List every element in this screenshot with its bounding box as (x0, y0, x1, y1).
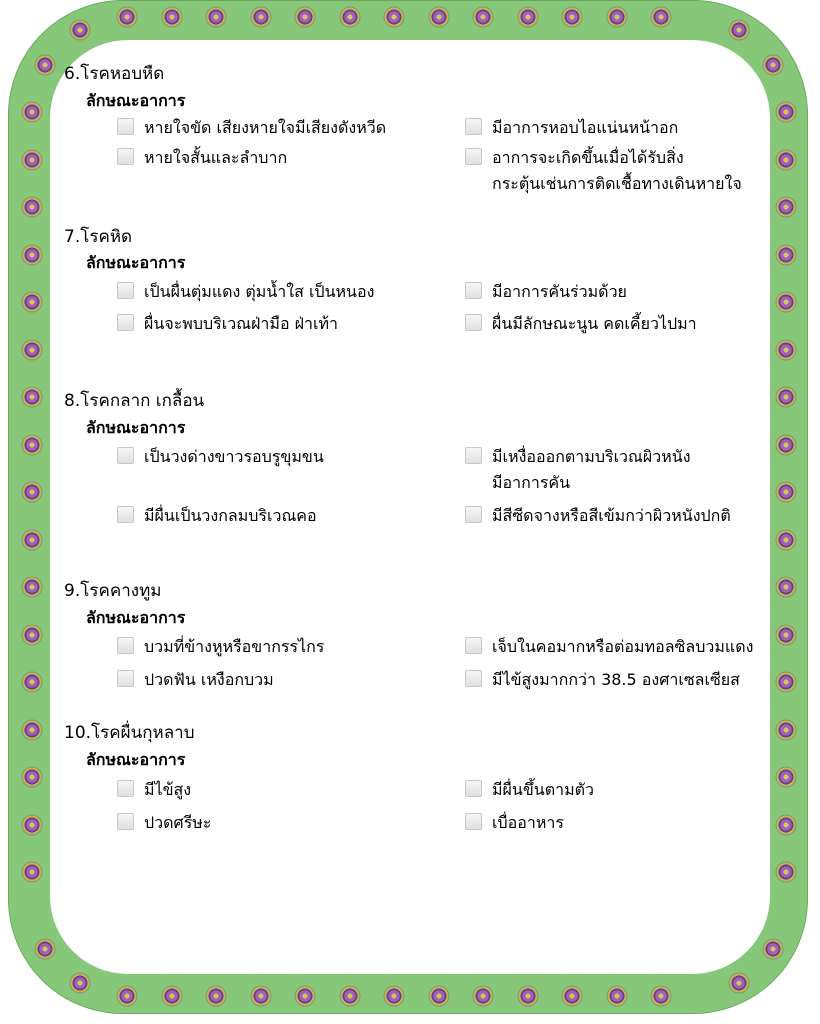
symptom-option[interactable] (117, 667, 274, 693)
symptom-option[interactable] (117, 634, 324, 660)
checkbox-icon[interactable] (117, 314, 134, 331)
symptom-option[interactable] (465, 503, 731, 529)
symptom-option[interactable] (465, 115, 678, 141)
checkbox-icon[interactable] (465, 118, 482, 135)
option-label: มีผื่นเป็นวงกลมบริเวณคอ (144, 506, 317, 525)
symptom-option[interactable] (465, 444, 691, 496)
symptom-option[interactable] (465, 311, 697, 337)
checkbox-icon[interactable] (117, 118, 134, 135)
option-label: เบื่ออาหาร (492, 813, 564, 832)
option-label: หายใจขัด เสียงหายใจมีเสียงดังหวีด (144, 118, 387, 137)
checkbox-icon[interactable] (465, 813, 482, 830)
checkbox-icon[interactable] (465, 670, 482, 687)
section-title-roseola: 10.โรคผื่นกุหลาบ (64, 723, 195, 743)
option-label: มีสีซีดจางหรือสีเข้มกว่าผิวหนังปกติ (492, 506, 731, 525)
symptom-option[interactable] (117, 311, 338, 337)
symptom-option[interactable] (117, 145, 287, 171)
symptom-option[interactable] (465, 279, 627, 305)
section-subtitle: ลักษณะอาการ (86, 608, 186, 627)
symptom-option[interactable] (117, 115, 386, 141)
section-title-ringworm: 8.โรคกลาก เกลื้อน (64, 391, 205, 411)
option-label: เป็นวงด่างขาวรอบรูขุมขน (144, 447, 324, 466)
checkbox-icon[interactable] (117, 506, 134, 523)
checkbox-icon[interactable] (465, 780, 482, 797)
option-label: ปวดศรีษะ (144, 813, 212, 832)
option-label: มีอาการคันร่วมด้วย (492, 282, 627, 301)
checkbox-icon[interactable] (117, 447, 134, 464)
section-subtitle: ลักษณะอาการ (86, 91, 186, 110)
section-title-mumps: 9.โรคคางทูม (64, 581, 162, 601)
checkbox-icon[interactable] (117, 148, 134, 165)
symptom-option[interactable] (465, 810, 564, 836)
checkbox-icon[interactable] (465, 447, 482, 464)
option-label: มีผื่นขึ้นตามตัว (492, 780, 595, 799)
option-label: มีอาการหอบไอแน่นหน้าอก (492, 118, 679, 137)
symptom-option[interactable] (117, 777, 191, 803)
symptom-option[interactable] (465, 634, 753, 660)
symptom-option[interactable] (465, 667, 740, 693)
checkbox-icon[interactable] (117, 282, 134, 299)
checkbox-icon[interactable] (117, 780, 134, 797)
symptom-option[interactable] (117, 810, 211, 836)
checkbox-icon[interactable] (117, 670, 134, 687)
option-label: ผื่นมีลักษณะนูน คดเคี้ยวไปมา (492, 314, 697, 333)
symptom-option[interactable] (117, 279, 374, 305)
checkbox-icon[interactable] (465, 148, 482, 165)
section-title-asthma: 6.โรคหอบหืด (64, 64, 165, 84)
section-subtitle: ลักษณะอาการ (86, 750, 186, 769)
symptom-option[interactable] (465, 777, 594, 803)
symptom-option[interactable] (465, 145, 742, 197)
section-subtitle: ลักษณะอาการ (86, 418, 186, 437)
option-label: เจ็บในคอมากหรือต่อมทอลซิลบวมแดง (492, 637, 754, 656)
checkbox-icon[interactable] (465, 637, 482, 654)
section-subtitle: ลักษณะอาการ (86, 253, 186, 272)
option-label: ปวดฟัน เหงือกบวม (144, 670, 274, 689)
option-label: หายใจสั้นและลำบาก (144, 148, 288, 167)
checkbox-icon[interactable] (117, 813, 134, 830)
option-label: มีไข้สูง (144, 780, 192, 799)
section-title-scabies: 7.โรคหิด (64, 227, 133, 247)
symptom-option[interactable] (117, 503, 317, 529)
symptom-option[interactable] (117, 444, 324, 470)
option-label: มีเหงื่อออกตามบริเวณผิวหนัง มีอาการคัน (492, 447, 691, 492)
option-label: เป็นผื่นตุ่มแดง ตุ่มน้ำใส เป็นหนอง (144, 282, 375, 301)
option-label: อาการจะเกิดขึ้นเมื่อได้รับสิ่ง กระตุ้นเช่นการติดเชื้อทางเดินหายใจ (492, 148, 742, 193)
option-label: บวมที่ข้างหูหรือขากรรไกร (144, 637, 325, 656)
checkbox-icon[interactable] (465, 314, 482, 331)
checkbox-icon[interactable] (465, 282, 482, 299)
checkbox-icon[interactable] (465, 506, 482, 523)
option-label: ผื่นจะพบบริเวณฝ่ามือ ฝ่าเท้า (144, 314, 338, 333)
checkbox-icon[interactable] (117, 637, 134, 654)
option-label: มีไข้สูงมากกว่า 38.5 องศาเซลเซียส (492, 670, 740, 689)
